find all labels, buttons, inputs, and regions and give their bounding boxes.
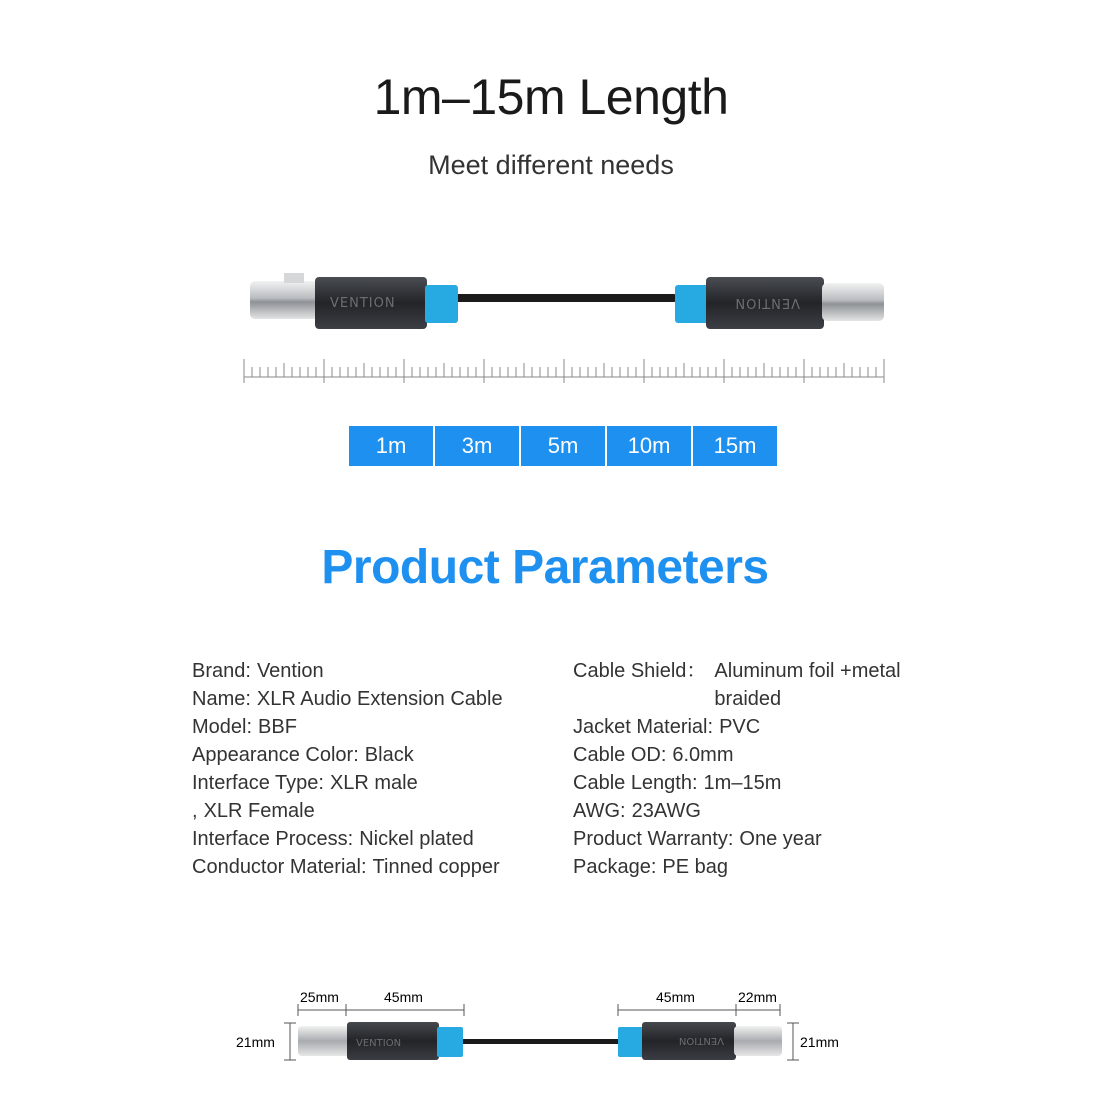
param-value: PVC	[719, 716, 761, 738]
param-label: Cable OD:	[573, 744, 667, 766]
param-row	[573, 797, 933, 825]
param-value: PE bag	[662, 856, 728, 878]
param-label: Interface Type:	[192, 772, 324, 794]
param-value: One year	[739, 828, 822, 850]
param-label: Interface Process:	[192, 828, 354, 850]
param-row	[192, 769, 552, 797]
dim-left-body: 45mm	[384, 989, 423, 1005]
dim-left-tip: 25mm	[300, 989, 339, 1005]
param-label: Appearance Color:	[192, 744, 359, 766]
parameters-title: Product Parameters	[321, 541, 769, 594]
param-value: Black	[364, 744, 414, 766]
param-value: Vention	[256, 660, 324, 682]
param-row	[573, 713, 933, 741]
param-value: 23AWG	[631, 800, 701, 822]
svg-text:VENTION: VENTION	[356, 1038, 402, 1049]
dimension-drawing	[0, 980, 1102, 1090]
length-option-15m[interactable]: 15m	[693, 426, 777, 466]
svg-text:VENTION: VENTION	[678, 1035, 724, 1046]
page-subtitle: Meet different needs	[428, 150, 674, 180]
param-value: XLR male	[329, 772, 418, 794]
dim-right-body: 45mm	[656, 989, 695, 1005]
param-row	[573, 769, 933, 797]
param-row	[192, 797, 552, 825]
param-row	[192, 685, 552, 713]
length-options	[349, 426, 777, 466]
param-value: 1m–15m	[703, 772, 782, 794]
length-option-1m[interactable]: 1m	[349, 426, 433, 466]
param-row	[192, 741, 552, 769]
param-row	[573, 657, 933, 713]
cable-image	[0, 255, 1102, 355]
param-label: Model:	[192, 716, 253, 738]
param-row	[192, 713, 552, 741]
parameters-right-column	[573, 657, 933, 881]
param-label: Conductor Material:	[192, 856, 367, 878]
param-value: BBF	[258, 716, 297, 738]
param-row	[192, 657, 552, 685]
param-value: 6.0mm	[672, 744, 734, 766]
param-value: Nickel plated	[359, 828, 474, 850]
param-label: ,	[192, 800, 198, 822]
param-value: XLR Audio Extension Cable	[256, 688, 503, 710]
param-label: Jacket Material:	[573, 716, 714, 738]
length-option-5m[interactable]: 5m	[521, 426, 605, 466]
length-option-10m[interactable]: 10m	[607, 426, 691, 466]
param-label: Name:	[192, 688, 251, 710]
dim-left-height: 21mm	[236, 1034, 275, 1050]
dim-right-height: 21mm	[800, 1034, 839, 1050]
param-label: Brand:	[192, 660, 251, 682]
param-value: XLR Female	[203, 800, 315, 822]
dim-right-tip: 22mm	[738, 989, 777, 1005]
page-title: 1m–15m Length	[373, 69, 729, 125]
param-label: Package:	[573, 856, 657, 878]
param-value: Tinned copper	[372, 856, 500, 878]
param-row	[573, 825, 933, 853]
param-row	[573, 741, 933, 769]
param-row	[192, 853, 552, 881]
length-option-3m[interactable]: 3m	[435, 426, 519, 466]
param-label: Cable Shield：	[573, 660, 707, 682]
param-row	[192, 825, 552, 853]
svg-text:VENTION: VENTION	[330, 296, 396, 311]
parameters-left-column	[192, 657, 552, 881]
param-label: Product Warranty:	[573, 828, 734, 850]
param-label: Cable Length:	[573, 772, 698, 794]
param-value: Aluminum foil +metal braided	[714, 660, 901, 710]
param-label: AWG:	[573, 800, 626, 822]
svg-text:VENTION: VENTION	[734, 295, 800, 310]
param-row	[573, 853, 933, 881]
ruler	[240, 355, 900, 387]
